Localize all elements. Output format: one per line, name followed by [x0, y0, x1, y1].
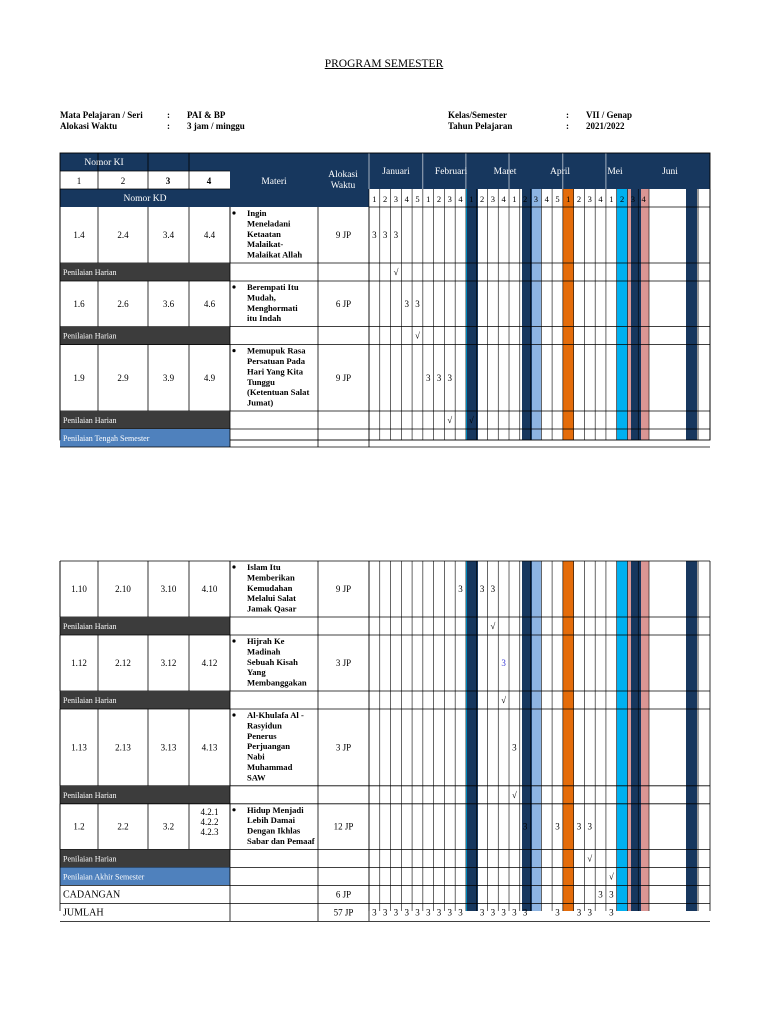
bullet-icon	[232, 639, 235, 642]
week-mark: 3	[372, 230, 377, 240]
assessment-label: Penilaian Harian	[63, 331, 117, 341]
materi-line: Islam Itu	[247, 562, 281, 572]
week-mark: 3	[382, 230, 388, 240]
kd-cell: 3.2	[162, 821, 175, 832]
week-number: 3	[587, 194, 592, 204]
alokasi-cell: 12 JP	[333, 821, 354, 832]
week-number: 3	[447, 194, 452, 204]
kd-cell: 1.4	[73, 230, 85, 240]
materi-line: Memberikan	[247, 572, 295, 583]
materi-line: Membanggakan	[247, 677, 307, 688]
subject-value: PAI & BP	[187, 110, 226, 120]
kd-cell: 2.2	[117, 821, 129, 832]
bullet-icon	[232, 808, 235, 811]
kd-cell: 3.12	[160, 658, 177, 668]
week-number: 4	[641, 194, 646, 204]
materi-line: Penerus	[247, 730, 277, 741]
week-mark: 3	[447, 907, 453, 918]
week-mark: 3	[425, 372, 431, 383]
class-semester-value: VII / Genap	[586, 110, 633, 120]
alokasi-label: Alokasi	[328, 170, 358, 180]
alokasi-cell: 6 JP	[335, 298, 352, 309]
kd-cell: 1.9	[73, 372, 85, 383]
week-mark: √	[501, 695, 507, 705]
materi-line: Malaikat Allah	[247, 249, 303, 260]
assessment-label: Penilaian Tengah Semester	[63, 434, 150, 443]
month-label: April	[549, 167, 571, 177]
week-number: 1	[372, 194, 377, 204]
week-mark: 3	[372, 907, 377, 918]
week-mark: 3	[490, 907, 496, 918]
week-mark: 3	[479, 584, 485, 594]
materi-line: Berempati Itu	[247, 282, 299, 292]
week-mark: √	[608, 871, 614, 882]
kd-cell: 4.6	[203, 298, 216, 309]
assessment-label: Penilaian Harian	[63, 416, 117, 425]
materi-line: Lebih Damai	[247, 815, 295, 826]
week-number: 1	[426, 194, 431, 204]
assessment-label: Penilaian Harian	[63, 790, 117, 800]
assessment-label: Penilaian Harian	[63, 268, 117, 277]
week-number: 1	[512, 194, 517, 204]
kd-cell: 4.2.2	[200, 816, 219, 827]
alokasi-cell: 9 JP	[335, 372, 352, 383]
materi-line: Jamak Qasar	[247, 603, 297, 614]
week-number: 3	[630, 194, 635, 204]
week-color-band	[531, 561, 542, 911]
kd-cell: 2.4	[117, 230, 129, 240]
alokasi-cell: 6 JP	[335, 889, 352, 900]
kd-cell: 4.10	[201, 584, 218, 594]
separator: :	[167, 120, 170, 131]
week-mark: 3	[490, 584, 496, 594]
assessment-label: Penilaian Akhir Semester	[63, 872, 145, 882]
week-mark: 3	[522, 907, 528, 918]
assessment-label: Penilaian Harian	[63, 854, 117, 864]
materi-line: Hidup Menjadi	[247, 804, 304, 815]
materi-line: Memupuk Rasa	[247, 345, 306, 356]
week-number: 2	[576, 194, 582, 204]
materi-line: Ketaatan	[247, 228, 281, 239]
week-mark: 3	[436, 372, 442, 383]
week-number: 5	[555, 194, 560, 204]
week-mark: 3	[458, 907, 463, 918]
materi-line: Rasyidun	[247, 720, 282, 731]
materi-line: Kemudahan	[247, 582, 293, 593]
kd-cell: 1.10	[71, 584, 87, 594]
week-mark: 3	[555, 821, 560, 832]
kd-cell: 1.13	[71, 742, 87, 753]
bullet-icon	[232, 713, 235, 716]
alokasi-cell: 57 JP	[333, 907, 354, 918]
week-mark: 3	[425, 907, 431, 918]
week-mark: 3	[415, 907, 420, 918]
materi-line: Jumat)	[247, 397, 274, 408]
nomor-ki-label: Nomor KI	[84, 158, 124, 168]
week-mark: 3	[415, 298, 420, 309]
total-label: CADANGAN	[63, 889, 121, 901]
subject-label: Mata Pelajaran / Seri	[60, 110, 143, 120]
week-color-band	[617, 561, 628, 911]
week-number: 4	[458, 194, 463, 204]
kd-cell: 2.9	[117, 372, 129, 383]
week-number: 2	[479, 194, 485, 204]
week-mark: √	[511, 789, 517, 800]
materi-line: Meneladani	[247, 218, 291, 229]
month-separator	[467, 561, 478, 911]
materi-line: Ingin	[247, 208, 267, 218]
class-semester-label: Kelas/Semester	[448, 110, 507, 120]
kd-cell: 2.13	[115, 742, 131, 753]
materi-line: Persatuan Pada	[247, 356, 306, 366]
ki-number: 4	[206, 176, 212, 186]
kd-cell: 3.10	[160, 584, 177, 594]
week-number: 2	[436, 194, 442, 204]
month-label: Maret	[493, 167, 517, 177]
materi-line: Tunggu	[247, 376, 275, 387]
kd-cell: 2.6	[117, 298, 129, 309]
week-mark: 3	[609, 907, 614, 918]
month-label: Februari	[434, 167, 468, 177]
ki-number: 2	[120, 176, 126, 186]
materi-line: Sabar dan Pemaaf	[247, 836, 315, 846]
materi-line: Malaikat-	[247, 239, 284, 250]
week-mark: 3	[576, 907, 582, 918]
total-label: JUMLAH	[63, 907, 104, 919]
kd-cell: 4.4	[203, 230, 216, 240]
materi-line: Hari Yang Kita	[247, 366, 304, 377]
week-mark: 3	[587, 821, 593, 832]
week-mark: 3	[393, 907, 399, 918]
week-mark: 3	[458, 584, 463, 594]
week-mark: √	[414, 330, 420, 341]
alokasi-cell: 3 JP	[335, 658, 352, 668]
week-mark: 3	[555, 907, 560, 918]
week-mark: √	[587, 853, 593, 864]
assessment-label: Penilaian Harian	[63, 696, 117, 705]
week-number: 1	[609, 194, 614, 204]
month-separator	[631, 561, 641, 911]
week-mark: 3	[382, 907, 388, 918]
ki-number: 3	[165, 176, 171, 186]
materi-line: Madinah	[247, 646, 281, 657]
week-mark: 3	[479, 907, 485, 918]
week-mark: 3	[522, 821, 528, 832]
academic-year-label: Tahun Pelajaran	[448, 120, 513, 131]
nomor-kd-label: Nomor KD	[123, 194, 167, 204]
ket-column	[698, 561, 710, 911]
separator: :	[167, 110, 170, 120]
kd-cell: 4.2.3	[200, 826, 219, 837]
alokasi-cell: 9 JP	[335, 584, 352, 594]
week-mark: 3	[512, 907, 517, 918]
kd-cell: 3.9	[162, 372, 175, 383]
alokasi-cell: 9 JP	[335, 230, 352, 240]
kd-cell: 2.10	[115, 584, 131, 594]
week-mark: 3	[512, 742, 517, 753]
week-mark: 3	[404, 298, 409, 309]
materi-line: Muhammad	[247, 762, 293, 772]
week-mark: 3	[598, 889, 603, 900]
kd-cell: 4.9	[203, 372, 216, 383]
assessment-label: Penilaian Harian	[63, 622, 117, 631]
week-mark: √	[447, 415, 453, 425]
month-label: Mei	[607, 167, 623, 177]
materi-line: SAW	[247, 772, 266, 783]
materi-line: (Ketentuan Salat	[247, 387, 310, 398]
kd-cell: 4.2.1	[200, 806, 219, 817]
materi-line: itu Indah	[247, 313, 282, 324]
week-number: 3	[490, 194, 495, 204]
week-number: 4	[598, 194, 603, 204]
ki-number: 1	[76, 176, 82, 186]
week-number: 1	[469, 194, 474, 204]
month-label: Juni	[662, 167, 678, 177]
week-mark: 3	[576, 821, 582, 832]
materi-line: Melalui Salat	[247, 593, 296, 604]
materi-line: Nabi	[247, 751, 265, 762]
week-number: 3	[533, 194, 539, 204]
materi-line: Sebuah Kisah	[247, 656, 298, 667]
kd-cell: 4.13	[201, 742, 218, 753]
separator: :	[566, 110, 569, 120]
week-number: 5	[415, 194, 420, 204]
time-allocation-value: 3 jam / minggu	[187, 120, 245, 131]
materi-line: Mudah,	[247, 292, 276, 303]
time-allocation-label: Alokasi Waktu	[60, 120, 118, 131]
week-mark: 3	[404, 907, 409, 918]
week-number: 3	[393, 194, 399, 204]
week-number: 1	[566, 194, 571, 204]
week-number: 2	[619, 194, 625, 204]
page-title: PROGRAM SEMESTER	[324, 58, 444, 70]
materi-line: Menghormati	[247, 302, 298, 313]
kd-cell: 1.12	[71, 658, 87, 668]
kd-cell: 2.12	[115, 658, 131, 668]
materi-line: Al-Khulafa Al -	[247, 710, 304, 720]
week-mark: 3	[393, 230, 399, 240]
separator: :	[566, 120, 569, 131]
week-mark: 3	[501, 658, 506, 668]
week-mark: 3	[436, 907, 442, 918]
week-mark: 3	[447, 372, 453, 383]
kd-cell: 1.6	[73, 298, 85, 309]
week-color-band	[563, 561, 574, 911]
week-number: 4	[404, 194, 409, 204]
academic-year-value: 2021/2022	[586, 120, 625, 131]
kd-cell: 3.6	[162, 298, 175, 309]
bullet-icon	[232, 565, 235, 568]
week-mark: 3	[609, 889, 614, 900]
week-number: 4	[544, 194, 549, 204]
week-mark: 3	[501, 907, 506, 918]
materi-line: Hijrah Ke	[247, 636, 285, 646]
materi-line: Dengan Ikhlas	[247, 825, 301, 836]
month-label: Januari	[382, 167, 410, 177]
materi-label: Materi	[261, 177, 287, 187]
week-mark: √	[393, 267, 399, 277]
kd-cell: 1.2	[73, 821, 85, 832]
week-mark: √	[468, 415, 474, 425]
week-mark: √	[490, 621, 496, 631]
materi-line: Perjuangan	[247, 741, 290, 752]
week-number: 4	[501, 194, 506, 204]
materi-line: Yang	[247, 667, 266, 678]
month-separator	[686, 561, 697, 911]
kd-cell: 3.4	[162, 230, 175, 240]
alokasi-label: Waktu	[330, 181, 356, 191]
kd-cell: 3.13	[160, 742, 177, 753]
alokasi-cell: 3 JP	[335, 742, 352, 753]
week-number: 2	[523, 194, 528, 204]
kd-cell: 4.12	[201, 658, 218, 668]
week-number: 2	[383, 194, 388, 204]
week-mark: 3	[587, 907, 593, 918]
